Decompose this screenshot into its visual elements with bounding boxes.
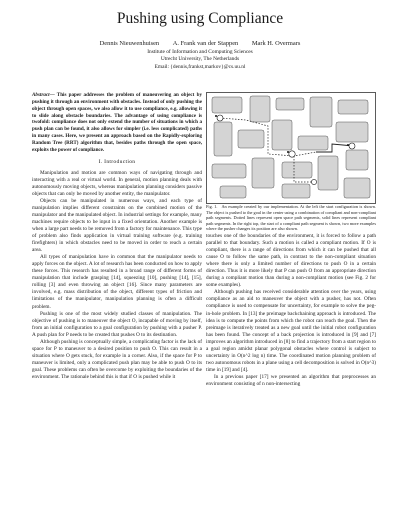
body-paragraph: Objects can be manipulated in numerous ways, and each type of manipulation implies different constraints on the combined motion of the manipulator and the manipulated object. In industrial settings for example, many machines require objects to be input in a fixed orientation. Another example is when a large part needs to be removed from a factory for maintenance. This type of problem also finds application in virtual training software (e.g. training firefighters) in which obstacles need to be moved in order to reach a certain area. bbox=[32, 197, 202, 254]
right-column bbox=[206, 233, 376, 388]
body-paragraph: All types of manipulation have in common that the manipulator needs to apply forces on the object. A lot of research has been conducted on how to apply these forces. This research has resulted in a broad range of different forms of manipulation that include grasping [14], squeezing [10], pushing [14], [15], rolling [3] and even throwing an object [16]. Since many parameters are involved, e.g. mass distribution of the object, different types of friction and limitations of the manipulator, manipulation planning is often a difficult problem. bbox=[32, 254, 202, 310]
abstract-label: Abstract bbox=[32, 92, 50, 98]
body-paragraph: In a previous paper [17] we presented an algorithm that preprocesses an environment consisting of n non-intersecting bbox=[206, 373, 376, 387]
author-name: Mark H. Overmars bbox=[251, 40, 301, 47]
abstract bbox=[32, 92, 202, 154]
author-name: A. Frank van der Stappen bbox=[172, 40, 239, 47]
abstract-text: — This paper addresses the problem of maneuvering an object by pushing it through an environment with obstacles. Instead of only pushing the object through open spaces, we also allow it to use compliance, e.g. allowing it to slide along obstacle boundaries. The advantage of using compliance is twofold: compliance does not only extend the number of situations in which a push plan can be found, it also allows for simpler (i.e. less complicated) paths in many cases. Here, we present an approach based on the Rapidly-exploring Random Tree (RRT) algorithm that, besides paths through the open space, exploits the power of compliance. bbox=[32, 92, 202, 153]
affiliation bbox=[0, 49, 400, 71]
figure-illustration bbox=[206, 92, 376, 204]
left-column bbox=[32, 92, 202, 381]
caption-text: An example created by our implementation. At the left the start configuration is shown. The object is pushed to the goal in the center using a combination of compliant and non-compliant path segments. Dotted lines represent open space path segments, solid lines represent compliant path segments. In the right top, the start of a compliant path segment is shown, two more examples where the pusher changes its position are also shown. bbox=[206, 204, 376, 232]
affiliation-line: Utrecht University, The Netherlands bbox=[160, 56, 240, 63]
body-paragraph: Although pushing has received considerable attention over the years, using compliance as an aid to maneuver the object with a pusher, has not. Often compliance is used to compensate for uncertainty, for example to solve the peg-in-hole problem. In [13] the preimage backchaining approach is introduced. The idea is to compute the points from which the robot can reach the goal. Then the preimage is iteratively treated as a new goal until the initial robot configuration has been found. The concept of a back projection is introduced in [9] and [7] improves an algorithm introduced in [8] to find a trajectory from a start region to a goal region amidst planar polygonal obstacles where control is subject to uncertainty in O(n^2 log n) time. The coordinated motion planning problem of two autonomous robots in a plane using a cell decomposition is solved in O(n^3) time in [19] and [4]. bbox=[206, 289, 377, 373]
figure-label: Fig. 1. bbox=[206, 204, 218, 209]
paper-title: Pushing using Compliance bbox=[116, 10, 284, 27]
affiliation-line: Institute of Information and Computing Sciences bbox=[147, 49, 253, 55]
section-heading: I. Introduction bbox=[98, 158, 136, 165]
figure-caption bbox=[206, 204, 376, 232]
author-list bbox=[0, 40, 400, 48]
author-name: Dennis Nieuwenhuisen bbox=[99, 40, 160, 47]
figure-1 bbox=[206, 92, 376, 204]
affiliation-email: Email: {dennis,frankst,markov}@cs.uu.nl bbox=[154, 63, 246, 70]
body-paragraph: Pushing is one of the most widely studied classes of manipulation. The objective of pushing is to maneuver the object O, incapable of moving by itself, from an initial configuration to a goal configuration by pushing with a pusher P. A push plan for P needs to be created that pushes O to its destination. bbox=[32, 310, 202, 338]
body-paragraph: touches one of the boundaries of the environment, it is forced to follow a path parallel to that boundary. Such a motion is called a compliant motion. If O is compliant, there is a range of directions from which it can be pushed that all cause O to follow the same path, in contrast to the non-compliant situation where there is only a limited number of directions to push O in a certain direction. Thus it is more likely that P can push O from an appropriate direction during a compliant motion than during a non-compliant motion (see Fig. 2 for some examples). bbox=[206, 233, 376, 289]
body-paragraph: Manipulation and motion are common ways of navigating through and interacting with a real or virtual world. In general, motion planning deals with autonomously moving objects, whereas manipulation planning considers passive objects that can only be moved by another entity, the manipulator. bbox=[32, 169, 202, 197]
body-paragraph: Although pushing is conceptually simple, a complicating factor is the lack of space for P to maneuver to a desired position to push O. This can result in a situation where O gets stuck, for example in a corner. Also, if the space for P to maneuver is limited, only a complicated push plan may be able to push O to its goal. These problems can often be overcome by exploiting the boundaries of the environment. The rationale behind this is that if O is pushed while it bbox=[32, 338, 202, 380]
